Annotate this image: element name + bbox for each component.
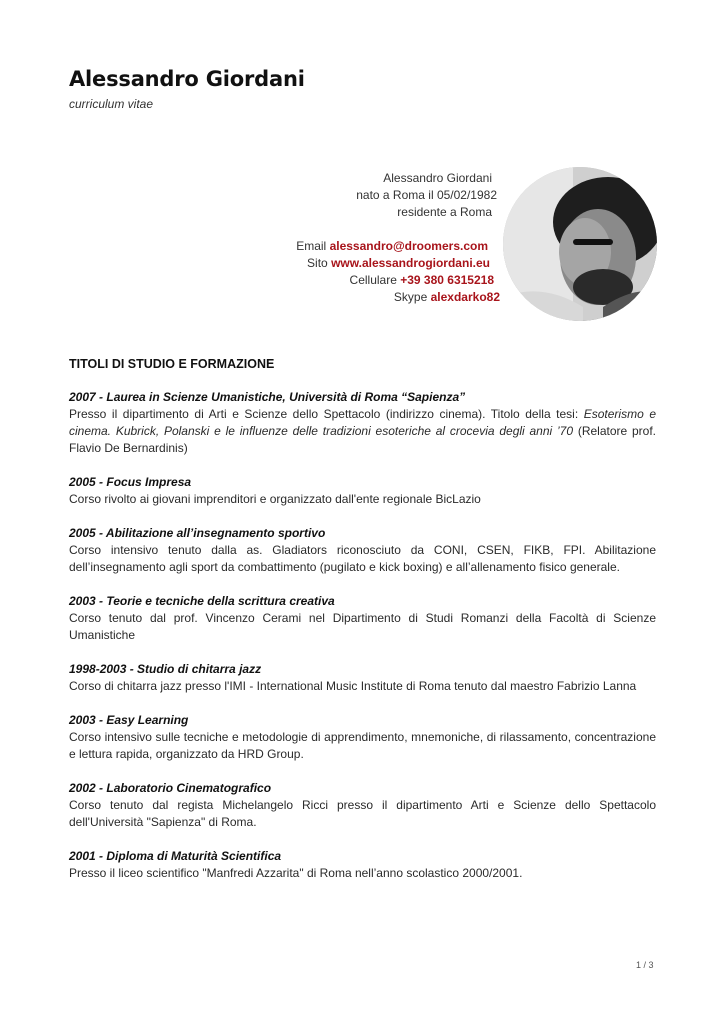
contact-site-row xyxy=(220,255,500,272)
contact-phone-row xyxy=(220,272,500,289)
entry-text: Corso di chitarra jazz presso l'IMI - International Music Institute di Roma tenuto dal maestro Fabrizio Lanna xyxy=(69,679,637,693)
entry-title: 2001 - Diploma di Maturità Scientifica xyxy=(69,849,282,863)
site-label: Sito xyxy=(307,256,328,270)
page-number: 1 / 3 xyxy=(636,960,654,970)
contact-birth: nato a Roma il 05/02/1982 xyxy=(356,188,497,202)
list-item xyxy=(69,848,656,882)
profile-photo xyxy=(503,167,657,321)
education-list xyxy=(69,389,656,899)
entry-title: 2003 - Teorie e tecniche della scrittura creativa xyxy=(69,594,335,608)
entry-text: Presso il liceo scientifico "Manfredi Azzarita" di Roma nell’anno scolastico 2000/2001. xyxy=(69,866,523,880)
site-link[interactable]: www.alessandrogiordani.eu xyxy=(331,256,490,270)
list-item xyxy=(69,661,656,695)
entry-text: Corso tenuto dal prof. Vincenzo Cerami nel Dipartimento di Studi Romanzi della Facoltà di Scienze Umanistiche xyxy=(69,611,656,642)
phone-label: Cellulare xyxy=(349,273,397,287)
phone-link[interactable]: +39 380 6315218 xyxy=(400,273,494,287)
contact-email-row xyxy=(220,238,500,255)
entry-title: 2005 - Focus Impresa xyxy=(69,475,192,489)
list-item xyxy=(69,712,656,763)
thesis-title: Esoterismo e cinema. Kubrick, Polanski e le influenze delle tradizioni esoteriche al crocevia degli anni ’70 xyxy=(69,407,657,438)
entry-text: Corso tenuto dal regista Michelangelo Ricci presso il dipartimento Arti e Scienze dello Spettacolo dell'Università "Sapienza" di Roma. xyxy=(69,798,656,829)
skype-label: Skype xyxy=(393,290,428,304)
entry-title: 2005 - Abilitazione all’insegnamento sportivo xyxy=(69,526,326,540)
list-item xyxy=(69,525,656,576)
list-item xyxy=(69,593,656,644)
contact-block xyxy=(220,170,500,306)
contact-residence: residente a Roma xyxy=(397,205,492,219)
entry-title: 2007 - Laurea in Scienze Umanistiche, Università di Roma “Sapienza” xyxy=(69,390,466,404)
page-subtitle: curriculum vitae xyxy=(69,97,154,111)
email-link[interactable]: alessandro@droomers.com xyxy=(329,239,488,253)
entry-text: Corso intensivo sulle tecniche e metodologie di apprendimento, mnemoniche, di rilassamento, concentrazione e lettura rapida, organizzato da HRD Group. xyxy=(69,730,656,761)
contact-full-name: Alessandro Giordani xyxy=(383,171,492,185)
entry-title: 2003 - Easy Learning xyxy=(69,713,189,727)
contact-skype-row xyxy=(220,289,500,306)
list-item xyxy=(69,780,656,831)
entry-title: 2002 - Laboratorio Cinematografico xyxy=(69,781,272,795)
entry-title: 1998-2003 - Studio di chitarra jazz xyxy=(69,662,262,676)
section-title: TITOLI DI STUDIO E FORMAZIONE xyxy=(69,357,275,371)
page-title: Alessandro Giordani xyxy=(69,67,305,91)
entry-text: Presso il dipartimento di Arti e Scienze dello Spettacolo (indirizzo cinema). Titolo della tesi: Esoterismo e cinema. Kubrick, Polanski e le influenze delle tradizioni esoteriche al crocevia degli anni ’70 (Relatore prof. Flavio De Bernardinis) xyxy=(69,407,657,455)
email-label: Email xyxy=(296,239,327,253)
list-item xyxy=(69,389,656,457)
entry-text: Corso intensivo tenuto dalla as. Gladiators riconosciuto da CONI, CSEN, FIKB, FPI. Abilitazione dell’insegnamento agli sport da combattimento (pugilato e kick boxing) e all’allenamento fisico generale. xyxy=(69,543,656,574)
entry-text: Corso rivolto ai giovani imprenditori e organizzato dall'ente regionale BicLazio xyxy=(69,492,481,506)
skype-link[interactable]: alexdarko82 xyxy=(430,290,500,304)
list-item xyxy=(69,474,656,508)
